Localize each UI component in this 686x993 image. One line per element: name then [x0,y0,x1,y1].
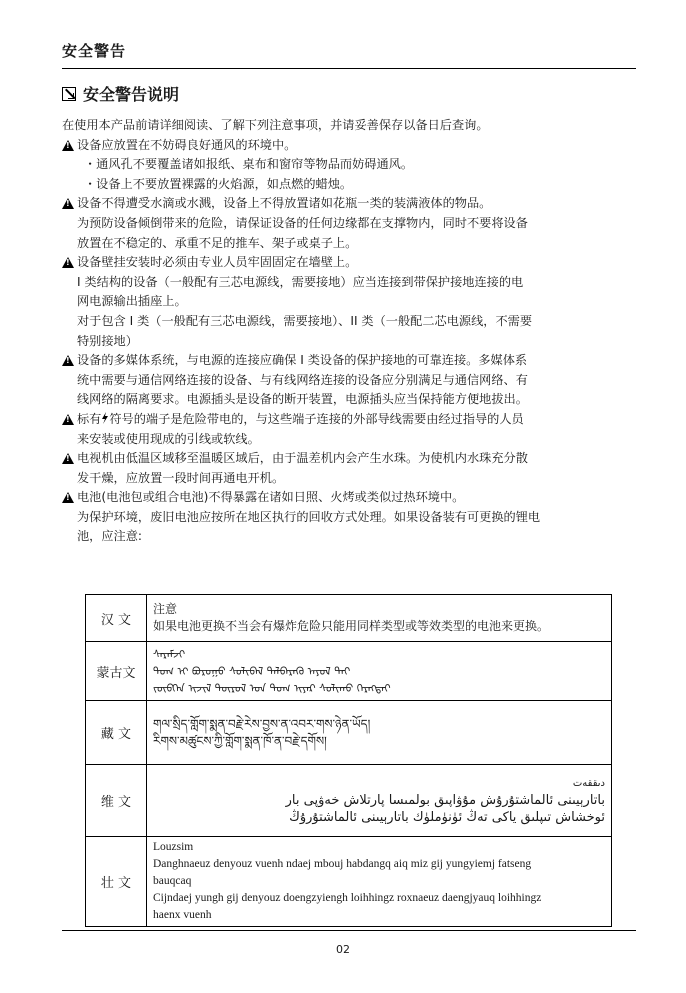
lang-label-han: 汉 文 [86,595,147,642]
table-row [86,765,612,837]
lang-label-tibet: 藏 文 [86,701,147,765]
warning-triangle-icon [62,198,74,209]
han-text: 注意 如果电池更换不当会有爆炸危险只能用同样类型或等效类型的电池来更换。 [147,595,612,642]
section-marker-icon [62,87,76,101]
table-row [86,837,612,927]
intro-text: 在使用本产品前请详细阅读、了解下列注意事项，并请妥善保存以备日后查询。 [62,118,489,132]
paragraph-line: 来安装或使用现成的引线或软线。 [77,431,260,446]
paragraph-line: 特别接地） [77,333,138,348]
paragraph-line: 发干燥，应放置一段时间再通电开机。 [77,470,285,485]
warning-item: ! 电视机由低温区域移至温暖区域后，由于温差机内会产生水珠。为使机内水珠充分散 [62,449,637,469]
warning-body [62,116,637,547]
warning-triangle-icon [62,492,74,503]
warning-item: ! 设备壁挂安装时必须由专业人员牢固固定在墙壁上。 [62,253,637,273]
page-number: 02 [336,943,350,956]
warning-triangle-icon [62,355,74,366]
section-title: 安全警告说明 [83,85,180,104]
lang-label-zhuang: 壮 文 [86,837,147,927]
sub-item: ・通风孔不要覆盖诸如报纸、桌布和窗帘等物品而妨碍通风。 [84,157,414,172]
paragraph-line: 网电源输出插座上。 [77,294,187,309]
warning-item: ! 设备的多媒体系统，与电源的连接应确保 I 类设备的保护接地的可靠连接。多媒体系 [62,351,637,371]
running-header: 安全警告 [62,42,127,60]
section-heading [62,82,179,105]
table-row [86,642,612,701]
warning-item: ! 设备不得遭受水滴或水溅，设备上不得放置诸如花瓶一类的装满液体的物品。 [62,194,637,214]
battery-warning-table [85,594,612,927]
lang-label-mongol: 蒙古文 [86,642,147,701]
mongol-text: ᠰᠡᠷᠡᠮᠵᠢ ᠲᠤᠭ ᠢ ᠪᠤᠷᠤᠭᠤ ᠰᠣᠯᠢᠪᠠᠯ ᠳᠡᠯᠪᠡᠷᠡᠬᠦ ᠠᠶᠤᠯ ᠲᠠᠢ ᠵᠥᠪᠬᠡᠨ ᠢᠵᠢᠯ ᠲᠥᠷᠥᠯ ᠤᠨ ᠲᠤᠭ ᠢᠶᠠᠷ ᠰᠣᠯᠢᠬᠤ ᠬᠡᠷᠡᠭᠲᠡᠢ [147,642,612,701]
warning-triangle-icon [62,414,74,425]
sub-item: ・设备上不要放置裸露的火焰源，如点燃的蜡烛。 [84,176,353,191]
paragraph-line: 对于包含 I 类（一般配有三芯电源线，需要接地）、II 类（一般配二芯电源线，不需要 [77,313,533,328]
header-rule [62,68,636,69]
tibet-text: གལ་སྲིད་གློག་སྨན་བརྗེ་རེས་བྱས་ན་འབར་གས་ཉེན་ཡོད། རིགས་མཚུངས་ཀྱི་གློག་སྨན་ཁོ་ན་བརྗེ་དགོས། [147,701,612,765]
warning-triangle-icon [62,140,74,151]
lang-label-uyghur: 维 文 [86,765,147,837]
paragraph-line: 统中需要与通信网络连接的设备、与有线网络连接的设备应分别满足与通信网络、有 [77,372,528,387]
warning-item: ! 标有 符号的端子是危险带电的，与这些端子连接的外部导线需要由经过指导的人员 [62,410,637,430]
table-row [86,595,612,642]
paragraph-line: 池，应注意: [77,529,143,544]
paragraph-line: 为预防设备倾倒带来的危险，请保证设备的任何边缘都在支撑物内，同时不要将设备 [77,215,528,230]
warning-item: ! 设备应放置在不妨碍良好通风的环境中。 [62,136,637,156]
warning-triangle-icon [62,453,74,464]
footer-rule [62,930,636,931]
paragraph-line: 放置在不稳定的、承重不足的推车、架子或桌子上。 [77,235,358,250]
uyghur-text: دىققەت باتارېيىنى ئالماشتۇرۇش مۇۋاپىق بولمىسا پارتلاش خەۋپى بار ئوخشاش تىپلىق ياكى تەڭ ئۈنۈملۈك باتارېيىنى ئالماشتۇرۇڭ [147,765,612,837]
paragraph-line: 线网络的隔离要求。电源插头是设备的断开装置，电源插头应当保持能方便地拔出。 [77,392,528,407]
zhuang-text: Louzsim Danghnaeuz denyouz vuenh ndaej mbouj habdangq aiq miz gij yungyiemj fatseng bauqcaq Cijndaej yungh gij denyouz doengzyiengh loihhingz roxnaeuz daengjyauq loihhingz haenx vuenh [147,837,612,927]
paragraph-line: I 类结构的设备（一般配有三芯电源线，需要接地）应当连接到带保护接地连接的电 [77,274,524,289]
warning-item: ! 电池(电池包或组合电池)不得暴露在诸如日照、火烤或类似过热环境中。 [62,488,637,508]
paragraph-line: 为保护环境，废旧电池应按所在地区执行的回收方式处理。如果设备装有可更换的锂电 [77,509,541,524]
table-row [86,701,612,765]
warning-triangle-icon [62,257,74,268]
